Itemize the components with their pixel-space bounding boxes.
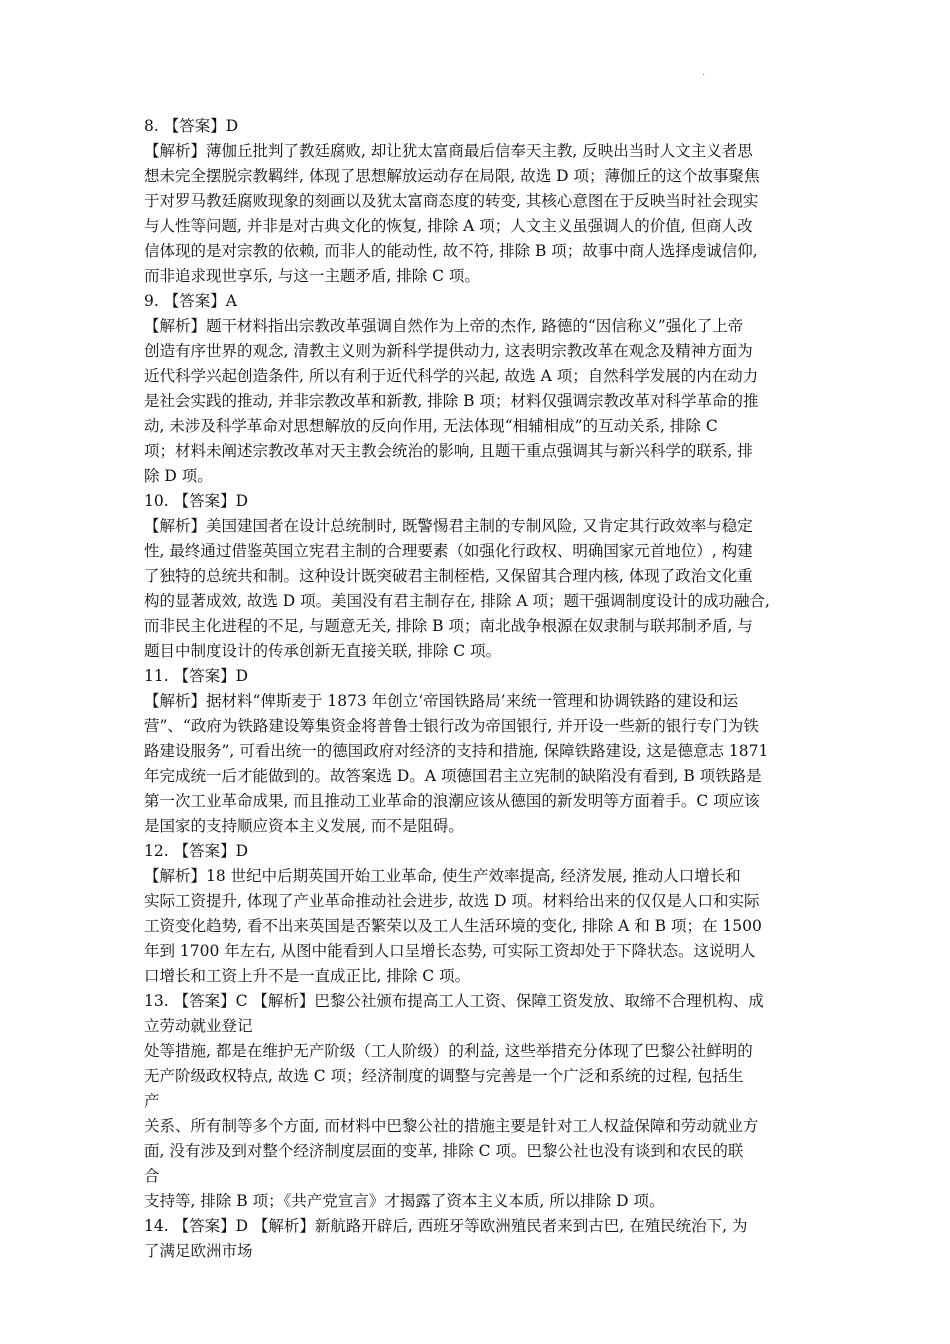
text-line: 【解析】18 世纪中后期英国开始工业革命, 使生产效率提高, 经济发展, 推动人口增长和 [144,867,741,885]
text-line: 构的显著成效, 故选 D 项。美国没有君主制存在, 排除 A 项；题干强调制度设计的成功融合, [144,592,770,610]
text-line: 创造有序世界的观念, 清教主义则为新科学提供动力, 这表明宗教改革在观念及精神方面为 [144,342,753,360]
text-line: 14. 【答案】D 【解析】新航路开辟后, 西班牙等欧洲殖民者来到古巴, 在殖民统治下, 为 [144,1217,748,1235]
text-line: 8. 【答案】D [144,117,239,135]
answer-analysis-text [144,114,826,1264]
text-line: 是国家的支持顺应资本主义发展, 而不是阻碍。 [144,817,464,835]
text-line: 年到 1700 年左右, 从图中能看到人口呈增长态势, 可实际工资却处于下降状态。这说明人 [144,942,756,960]
text-line: 动, 未涉及科学革命对思想解放的反向作用, 无法体现“相辅相成”的互动关系, 排除 C [144,417,718,435]
text-line: 与人性等问题, 并非是对古典文化的恢复, 排除 A 项；人文主义虽强调人的价值, 但商人改 [144,217,753,235]
text-line: 立劳动就业登记 [144,1017,253,1035]
text-line: 路建设服务”, 可看出统一的德国政府对经济的支持和措施, 保障铁路建设, 这是德意志 1871 [144,742,769,760]
text-line: 信体现的是对宗教的依赖, 而非人的能动性, 故不符, 排除 B 项；故事中商人选择虔诚信仰, [144,242,758,260]
text-line: 题目中制度设计的传承创新无直接关联, 排除 C 项。 [144,642,502,660]
text-line: 关系、所有制等多个方面, 而材料中巴黎公社的措施主要是针对工人权益保障和劳动就业方 [144,1117,759,1135]
text-line: 【解析】据材料“俾斯麦于 1873 年创立‘帝国铁路局’来统一管理和协调铁路的建设和运 [144,692,739,710]
text-line: 性, 最终通过借鉴英国立宪君主制的合理要素（如强化行政权、明确国家元首地位）, 构建 [144,542,753,560]
text-line: 工资变化趋势, 看不出来英国是否繁荣以及工人生活环境的变化, 排除 A 和 B 项；在 1500 [144,917,762,935]
text-line: 第一次工业革命成果, 而且推动工业革命的浪潮应该从德国的新发明等方面着手。C 项应该 [144,792,760,810]
text-line: 【解析】题干材料指出宗教改革强调自然作为上帝的杰作, 路德的“因信称义”强化了上帝 [144,317,744,335]
text-line: 实际工资提升, 体现了产业革命推动社会进步, 故选 D 项。材料给出来的仅仅是人口和实际 [144,892,760,910]
text-line: 了满足欧洲市场 [144,1242,253,1260]
text-line: 【解析】美国建国者在设计总统制时, 既警惕君主制的专制风险, 又肯定其行政效率与稳定 [144,517,753,535]
text-line: 年完成统一后才能做到的。故答案选 D。A 项德国君主立宪制的缺陷没有看到, B 项铁路是 [144,767,762,785]
text-line: 于对罗马教廷腐败现象的刻画以及犹太富商态度的转变, 其核心意图在于反映当时社会现实 [144,192,759,210]
text-line: 处等措施, 都是在维护无产阶级（工人阶级）的利益, 这些举措充分体现了巴黎公社鲜明的 [144,1042,753,1060]
text-line: 是社会实践的推动, 并非宗教改革和新教, 排除 B 项；材料仅强调宗教改革对科学革命的推 [144,392,759,410]
text-line: 想未完全摆脱宗教羁绊, 体现了思想解放运动存在局限, 故选 D 项；薄伽丘的这个故事聚焦 [144,167,760,185]
text-line: 10. 【答案】D [144,492,249,510]
text-line: 项；材料未阐述宗教改革对天主教会统治的影响, 且题干重点强调其与新兴科学的联系, 排 [144,442,753,460]
text-line: 9. 【答案】A [144,292,237,310]
text-line: 而非民主化进程的不足, 与题意无关, 排除 B 项；南北战争根源在奴隶制与联邦制矛盾, 与 [144,617,753,635]
text-line: 【解析】薄伽丘批判了教廷腐败, 却让犹太富商最后信奉天主教, 反映出当时人文主义者思 [144,142,753,160]
text-line: 无产阶级政权特点, 故选 C 项；经济制度的调整与完善是一个广泛和系统的过程, 包括生 [144,1067,744,1085]
text-line: 支持等, 排除 B 项；《共产党宣言》才揭露了资本主义本质, 所以排除 D 项。 [144,1192,665,1210]
text-line: 产 [144,1092,160,1110]
text-line: 除 D 项。 [144,467,213,485]
text-line: 13. 【答案】C 【解析】巴黎公社颁布提高工人工资、保障工资发放、取缔不合理机构、成 [144,992,764,1010]
text-line: 面, 没有涉及到对整个经济制度层面的变革, 排除 C 项。巴黎公社也没有谈到和农民的联 [144,1142,744,1160]
text-line: 而非追求现世享乐, 与这一主题矛盾, 排除 C 项。 [144,267,480,285]
text-line: 了独特的总统共和制。这种设计既突破君主制桎梏, 又保留其合理内核, 体现了政治文化重 [144,567,753,585]
text-line: 11. 【答案】D [144,667,249,685]
text-line: 近代科学兴起创造条件, 所以有利于近代科学的兴起, 故选 A 项；自然科学发展的内在动力 [144,367,759,385]
text-line: 12. 【答案】D [144,842,249,860]
page-mark: · [702,70,706,81]
text-line: 合 [144,1167,160,1185]
text-line: 口增长和工资上升不是一直成正比, 排除 C 项。 [144,967,471,985]
text-line: 营”、“政府为铁路建设筹集资金将普鲁士银行改为帝国银行, 并开设一些新的银行专门为铁 [144,717,759,735]
